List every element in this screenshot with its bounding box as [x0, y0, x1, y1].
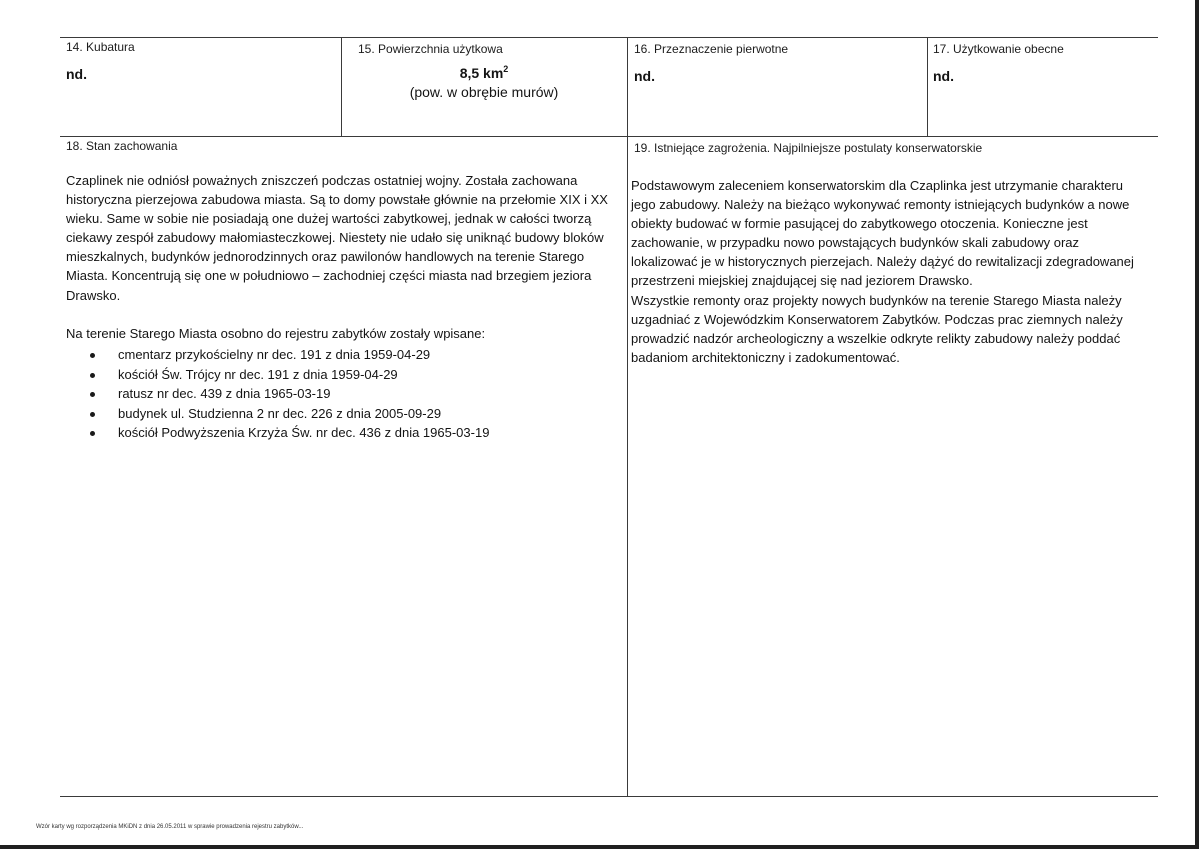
area-number: 8,5 km: [459, 65, 504, 81]
list-item: kościół Podwyższenia Krzyża Św. nr dec. 436 z dnia 1965-03-19: [90, 423, 489, 443]
column-divider-15-16: [627, 37, 628, 796]
section-18-paragraph: Czaplinek nie odniósł poważnych zniszczeń podczas ostatniej wojny. Została zachowana historyczna pierzejowa zabudowa miasta. Są to domy powstałe głównie na przełomie XIX i XX wieku. Same w sobie nie posiadają one dużej wartości zabytkowej, jednak w całości tworzą ciekawy zespół zabudowy małomiasteczkowej. Niestety nie udało się uniknąć budowy bloków mieszkalnych, budynków jednorodzinnych oraz pawilonów handlowych na terenie Starego Miasta. Koncentrują się one w południowo – zachodniej części miasta nad brzegiem jeziora Drawsko.: [66, 173, 608, 303]
section-19-paragraph-2: Wszystkie remonty oraz projekty nowych budynków na terenie Starego Miasta należy uzgadniać z Wojewódzkim Konserwatorem Zabytków. Podczas prac ziemnych należy prowadzić nadzór archeologiczny a wszelkie odkryte relikty zabudowy należy poddać badaniom architektoniczny i zadokumentować.: [631, 292, 1123, 365]
field-14-value: nd.: [66, 66, 87, 82]
list-item: ratusz nr dec. 439 z dnia 1965-03-19: [90, 384, 489, 404]
table-top-border: [60, 37, 1158, 38]
field-15-value-block: [342, 64, 626, 101]
area-unit-exponent: 2: [503, 64, 509, 74]
field-17-label: 17. Użytkowanie obecne: [933, 42, 1064, 56]
field-17-value: nd.: [933, 68, 954, 84]
column-divider-16-17: [927, 37, 928, 136]
footer-note: Wzór karty wg rozporządzenia MKiDN z dnia 26.05.2011 w sprawie prowadzenia rejestru zabytków...: [36, 824, 304, 830]
section-18-label: 18. Stan zachowania: [66, 139, 178, 153]
field-16-label: 16. Przeznaczenie pierwotne: [634, 42, 789, 56]
section-18-body: [66, 171, 618, 305]
row-divider: [60, 136, 1158, 137]
list-item: budynek ul. Studzienna 2 nr dec. 226 z dnia 2005-09-29: [90, 404, 489, 424]
field-14-label: 14. Kubatura: [66, 40, 135, 54]
table-bottom-border: [60, 796, 1158, 797]
list-item: cmentarz przykościelny nr dec. 191 z dnia 1959-04-29: [90, 345, 489, 365]
section-19-label: 19. Istniejące zagrożenia. Najpilniejsze postulaty konserwatorskie: [634, 141, 983, 155]
field-16-value: nd.: [634, 68, 655, 84]
field-15-label: 15. Powierzchnia użytkowa: [358, 42, 503, 56]
section-19-body: [631, 176, 1141, 367]
section-18-list-intro: Na terenie Starego Miasta osobno do rejestru zabytków zostały wpisane:: [66, 326, 486, 341]
section-19-paragraph-1: Podstawowym zaleceniem konserwatorskim dla Czaplinka jest utrzymanie charakteru jego zabudowy. Należy na bieżąco wykonywać remonty istniejących budynków a nowe obiekty budować w formie pasującej do zabytkowego otoczenia. Konieczne jest zachowanie, w przypadku nowo powstających budynków skali zabudowy oraz lokalizować je w historycznych pierzejach. Należy dążyć do rewitalizacji zdegradowanej przestrzeni miejskiej znajdującej się nad jeziorem Drawsko.: [631, 178, 1134, 289]
field-15-value: [342, 64, 626, 82]
field-15-note: (pow. w obrębie murów): [409, 84, 559, 100]
list-item: kościół Św. Trójcy nr dec. 191 z dnia 1959-04-29: [90, 365, 489, 385]
heritage-register-list: [90, 345, 489, 443]
